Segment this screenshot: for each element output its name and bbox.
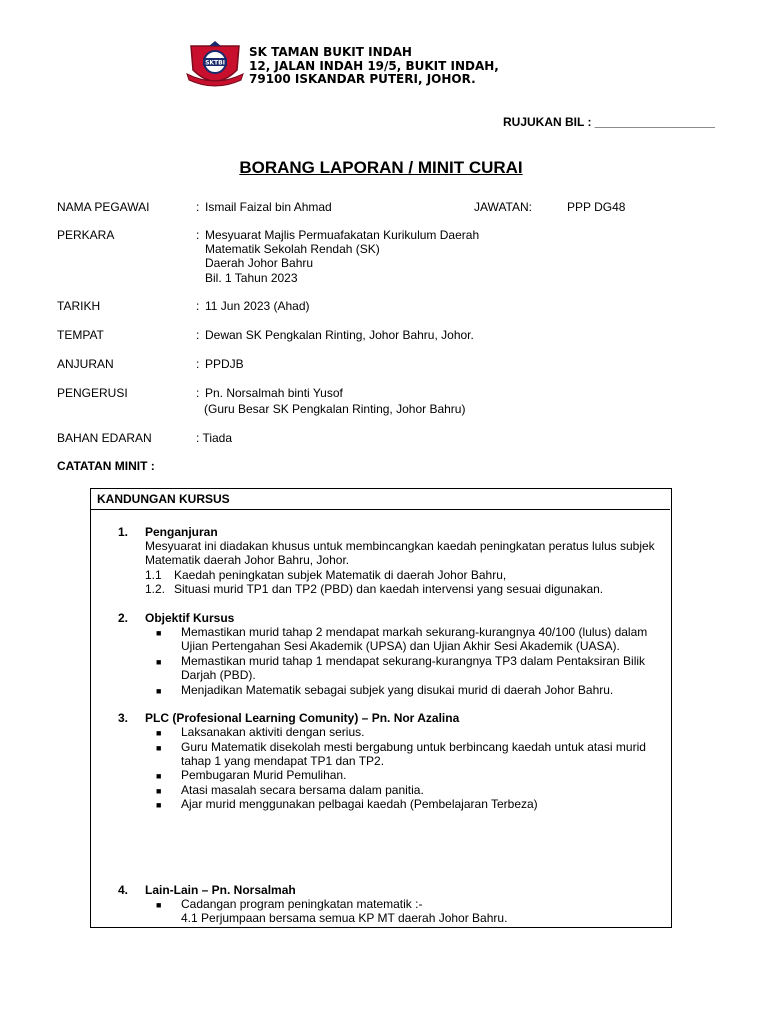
tarikh-value: 11 Jun 2023 (Ahad) <box>205 299 310 313</box>
colon: : <box>196 328 200 342</box>
jawatan-label: JAWATAN: <box>474 200 532 214</box>
section-3-bullet-4: Atasi masalah secara bersama dalam panitia. <box>181 783 424 797</box>
tempat-label: TEMPAT <box>57 328 104 342</box>
perkara-line-3: Daerah Johor Bahru <box>205 256 314 270</box>
section-3-number: 3. <box>118 711 129 725</box>
section-3-bullet-3: Pembugaran Murid Pemulihan. <box>181 768 347 782</box>
school-address-line-1: 12, JALAN INDAH 19/5, BUKIT INDAH, <box>249 59 499 73</box>
section-1-sub-1-number: 1.1 <box>145 568 162 582</box>
section-2-number: 2. <box>118 611 129 625</box>
section-1-sub-2-number: 1.2. <box>145 582 166 596</box>
section-4-sub-1: 4.1 Perjumpaan bersama semua KP MT daerah Johor Bahru. <box>181 911 508 925</box>
bullet-icon: ■ <box>156 657 162 667</box>
school-address-line-2: 79100 ISKANDAR PUTERI, JOHOR. <box>249 72 476 86</box>
section-4-title: Lain-Lain – Pn. Norsalmah <box>145 883 296 897</box>
section-1-title: Penganjuran <box>145 525 218 539</box>
section-2-bullet-3: Menjadikan Matematik sebagai subjek yang disukai murid di daerah Johor Bahru. <box>181 683 614 697</box>
section-3-bullet-5: Ajar murid menggunakan pelbagai kaedah (Pembelajaran Terbeza) <box>181 797 538 811</box>
perkara-line-2: Matematik Sekolah Rendah (SK) <box>205 242 380 256</box>
document-title: BORANG LAPORAN / MINIT CURAI <box>239 158 523 177</box>
bullet-icon: ■ <box>156 786 162 796</box>
perkara-label: PERKARA <box>57 228 115 242</box>
colon: : <box>196 386 200 400</box>
section-4-bullet-1: Cadangan program peningkatan matematik :- <box>181 897 423 911</box>
section-1-paragraph: Mesyuarat ini diadakan khusus untuk membincangkan kaedah peningkatan peratus lulus subjek Matematik daerah Johor Bahru, Johor. <box>145 539 655 568</box>
section-4-number: 4. <box>118 883 129 897</box>
colon: : <box>196 228 200 242</box>
section-3-bullet-2: Guru Matematik disekolah mesti bergabung untuk berbincang kaedah untuk atasi murid tahap 1 yang mendapat TP1 dan TP2. <box>181 740 646 769</box>
reference-number: RUJUKAN BIL : __________________ <box>503 115 715 129</box>
section-3-title: PLC (Profesional Learning Comunity) – Pn. Nor Azalina <box>145 711 460 725</box>
anjuran-value: PPDJB <box>205 357 244 371</box>
bullet-icon: ■ <box>156 628 162 638</box>
pengerusi-label: PENGERUSI <box>57 386 128 400</box>
pengerusi-value: Pn. Norsalmah binti Yusof <box>205 386 343 400</box>
bullet-icon: ■ <box>156 686 162 696</box>
school-name: SK TAMAN BUKIT INDAH <box>249 45 412 59</box>
anjuran-label: ANJURAN <box>57 357 114 371</box>
bullet-icon: ■ <box>156 900 162 910</box>
perkara-line-4: Bil. 1 Tahun 2023 <box>205 271 298 285</box>
colon: : <box>196 299 200 313</box>
section-1-sub-1-text: Kaedah peningkatan subjek Matematik di daerah Johor Bahru, <box>174 568 507 582</box>
tarikh-label: TARIKH <box>57 299 101 313</box>
pengerusi-role: (Guru Besar SK Pengkalan Rinting, Johor Bahru) <box>204 402 466 416</box>
bullet-icon: ■ <box>156 800 162 810</box>
content-box-header <box>90 488 670 510</box>
content-box-heading: KANDUNGAN KURSUS <box>97 492 230 506</box>
section-3-bullet-1: Laksanakan aktiviti dengan serius. <box>181 725 365 739</box>
section-2-title: Objektif Kursus <box>145 611 235 625</box>
nama-value: Ismail Faizal bin Ahmad <box>205 200 332 214</box>
section-1-sub-2-text: Situasi murid TP1 dan TP2 (PBD) dan kaedah intervensi yang sesuai digunakan. <box>174 582 604 596</box>
colon: : <box>196 200 200 214</box>
bullet-icon: ■ <box>156 771 162 781</box>
section-2-bullet-1: Memastikan murid tahap 2 mendapat markah sekurang-kurangnya 40/100 (lulus) dalam Ujian Pertengahan Sesi Akademik (UPSA) dan Ujian Akhir Sesi Akademik (UASA). <box>181 625 648 654</box>
school-crest-icon <box>185 40 245 90</box>
bahan-label: BAHAN EDARAN <box>57 431 152 445</box>
tempat-value: Dewan SK Pengkalan Rinting, Johor Bahru, Johor. <box>205 328 474 342</box>
bullet-icon: ■ <box>156 728 162 738</box>
section-1-number: 1. <box>118 525 129 539</box>
catatan-minit-label: CATATAN MINIT : <box>57 459 155 473</box>
jawatan-value: PPP DG48 <box>567 200 626 214</box>
colon: : <box>196 357 200 371</box>
bahan-value: : Tiada <box>196 431 233 445</box>
section-2-bullet-2: Memastikan murid tahap 1 mendapat sekurang-kurangnya TP3 dalam Pentaksiran Bilik Darjah (PBD). <box>181 654 646 683</box>
perkara-line-1: Mesyuarat Majlis Permuafakatan Kurikulum Daerah <box>205 228 480 242</box>
bullet-icon: ■ <box>156 743 162 753</box>
logo-text: SKTBI <box>205 59 225 67</box>
nama-label: NAMA PEGAWAI <box>57 200 150 214</box>
